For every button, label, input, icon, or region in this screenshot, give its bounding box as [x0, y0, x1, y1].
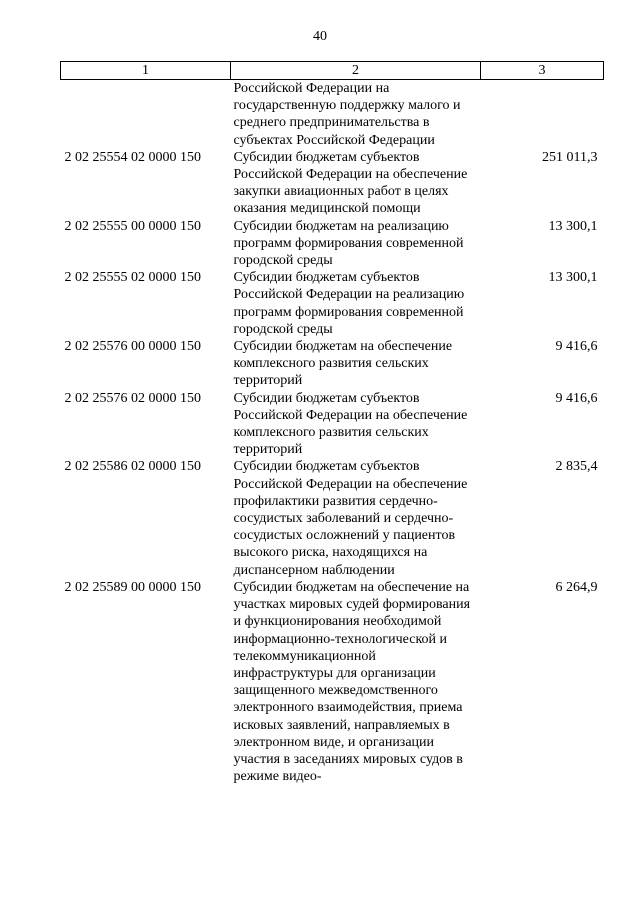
row-name: Субсидии бюджетам субъектов Российской Федерации на обеспечение профилактики развития сердечно-сосудистых заболеваний и сердечно-сосудистых осложнений у пациентов высокого риска, находящихся на диспансерном наблюдении	[233, 459, 468, 578]
row-name: Субсидии бюджетам субъектов Российской Федерации на обеспечение комплексного развития сельских территорий	[233, 390, 468, 458]
row-code: 2 02 25576 00 0000 150	[64, 339, 201, 355]
row-value: 2 835,4	[555, 459, 598, 475]
row-value: 13 300,1	[548, 270, 598, 286]
row-code: 2 02 25554 02 0000 150	[64, 149, 201, 165]
table-row	[61, 579, 604, 785]
table-row	[61, 149, 604, 218]
page-number: 40	[313, 29, 327, 44]
row-value: 251 011,3	[542, 149, 598, 165]
row-value: 9 416,6	[555, 339, 598, 355]
table-row	[61, 338, 604, 390]
header-col-code: 1	[61, 62, 231, 80]
row-name: Российской Федерации на государственную поддержку малого и среднего предпринимательства в субъектах Российской Федерации	[233, 81, 461, 148]
row-value: 13 300,1	[548, 218, 598, 234]
table-row	[61, 390, 604, 459]
header-col-value: 3	[481, 62, 604, 80]
row-code: 2 02 25555 00 0000 150	[64, 218, 201, 234]
budget-table-container	[60, 61, 603, 785]
row-name: Субсидии бюджетам на обеспечение комплексного развития сельских территорий	[233, 339, 453, 389]
row-code: 2 02 25555 02 0000 150	[64, 270, 201, 286]
table-row	[61, 458, 604, 578]
row-name: Субсидии бюджетам субъектов Российской Федерации на обеспечение закупки авиационных работ в целях оказания медицинской помощи	[233, 149, 468, 217]
table-row	[61, 80, 604, 149]
table-row	[61, 269, 604, 338]
row-name: Субсидии бюджетам на реализацию программ формирования современной городской среды	[233, 218, 464, 269]
row-code	[61, 80, 231, 149]
row-value: 9 416,6	[555, 390, 598, 406]
row-name: Субсидии бюджетам субъектов Российской Федерации на реализацию программ формирования современной городской среды	[233, 270, 465, 337]
table-row	[61, 218, 604, 270]
table-header	[61, 62, 604, 80]
header-row	[61, 62, 604, 80]
row-value: 6 264,9	[555, 579, 598, 595]
budget-table	[60, 61, 604, 785]
row-code: 2 02 25589 00 0000 150	[64, 579, 201, 595]
row-code: 2 02 25586 02 0000 150	[64, 459, 201, 475]
header-col-name: 2	[231, 62, 481, 80]
row-value	[481, 80, 604, 149]
row-name: Субсидии бюджетам на обеспечение на участках мировых судей формирования и функционирования необходимой информационно-технологической и телекоммуникационной инфраструктуры для организации защищенного межведомственного электронного взаимодействия, приема исковых заявлений, направляемых в электронном виде, и организации участия в заседаниях мировых судов в режиме видео-	[233, 579, 471, 785]
table-body	[61, 80, 604, 786]
row-code: 2 02 25576 02 0000 150	[64, 390, 201, 406]
